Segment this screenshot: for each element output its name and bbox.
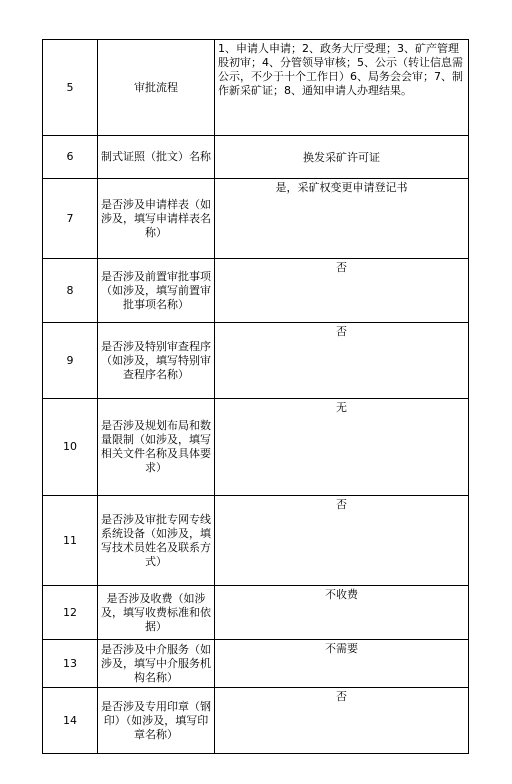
row-number: 14 (43, 688, 98, 754)
row-value: 否 (215, 496, 469, 586)
row-number: 13 (43, 640, 98, 688)
row-number: 11 (43, 496, 98, 586)
row-item-name: 审批流程 (98, 40, 215, 136)
row-item-name: 是否涉及申请样表（如涉及，填写申请样表名称） (98, 179, 215, 259)
row-value: 无 (215, 399, 469, 496)
row-number: 10 (43, 399, 98, 496)
table-row (43, 688, 469, 754)
table-row (43, 640, 469, 688)
row-item-name: 是否涉及审批专网专线系统设备（如涉及，填写技术员姓名及联系方式） (98, 496, 215, 586)
table-row (43, 399, 469, 496)
row-value: 否 (215, 688, 469, 754)
row-item-name: 是否涉及特别审查程序（如涉及，填写特别审查程序名称） (98, 323, 215, 399)
row-value: 不需要 (215, 640, 469, 688)
row-value: 否 (215, 259, 469, 323)
row-value: 换发采矿许可证 (215, 136, 469, 179)
table-row (43, 179, 469, 259)
row-item-name: 是否涉及专用印章（钢印）（如涉及，填写印章名称） (98, 688, 215, 754)
row-number: 12 (43, 586, 98, 640)
row-item-name: 是否涉及中介服务（如涉及，填写中介服务机构名称） (98, 640, 215, 688)
table-row (43, 40, 469, 136)
table-row (43, 136, 469, 179)
row-item-name: 是否涉及收费（如涉及，填写收费标准和依据） (98, 586, 215, 640)
table-row (43, 586, 469, 640)
table-row (43, 323, 469, 399)
row-value: 不收费 (215, 586, 469, 640)
row-number: 9 (43, 323, 98, 399)
row-item-name: 是否涉及规划布局和数量限制（如涉及，填写相关文件名称及具体要求） (98, 399, 215, 496)
table-row (43, 496, 469, 586)
row-item-name: 是否涉及前置审批事项（如涉及，填写前置审批事项名称） (98, 259, 215, 323)
row-value: 1、申请人申请；2、政务大厅受理；3、矿产管理股初审；4、分管领导审核；5、公示（转让信息需公示，不少于十个工作日）6、局务会会审；7、制作新采矿证；8、通知申请人办理结果。 (215, 40, 469, 136)
info-table (42, 39, 469, 754)
table-row (43, 259, 469, 323)
row-number: 6 (43, 136, 98, 179)
row-number: 8 (43, 259, 98, 323)
row-number: 7 (43, 179, 98, 259)
row-value: 是，采矿权变更申请登记书 (215, 179, 469, 259)
row-number: 5 (43, 40, 98, 136)
row-item-name: 制式证照（批文）名称 (98, 136, 215, 179)
row-value: 否 (215, 323, 469, 399)
